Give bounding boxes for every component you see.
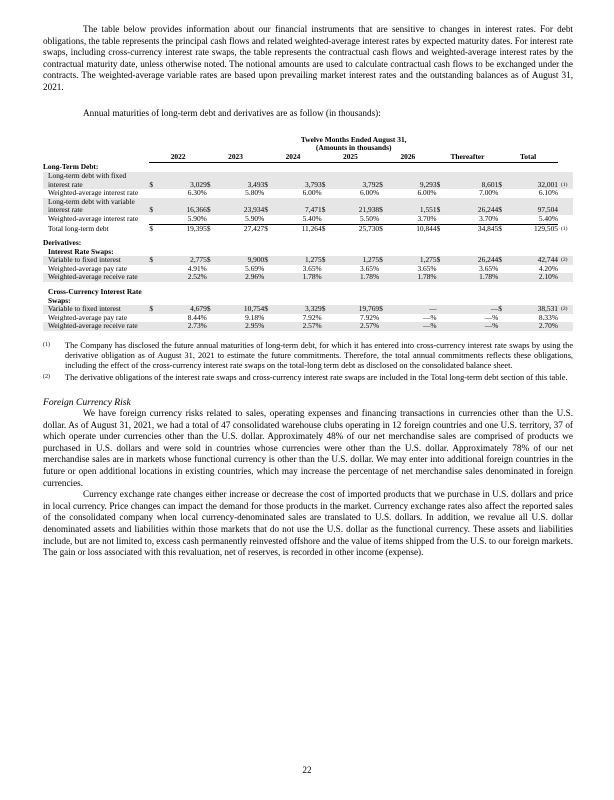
currency-symbol xyxy=(498,265,507,274)
currency-symbol: $ xyxy=(498,305,507,314)
table-cell: 9,293 xyxy=(388,172,437,189)
footnote-ref xyxy=(558,273,573,282)
footnote-2 xyxy=(43,373,573,383)
currency-symbol: $ xyxy=(207,305,216,314)
table-cell: 1.78% xyxy=(330,273,379,282)
table-cell: 6.30% xyxy=(187,188,207,198)
footnote-ref xyxy=(558,189,573,198)
table-cell: 1,275 xyxy=(273,256,322,265)
currency-symbol: $ xyxy=(437,198,446,215)
row-label: Weighted-average pay rate xyxy=(48,312,128,322)
table-cell: 3,329 xyxy=(273,305,322,314)
table-cell: 7.00% xyxy=(479,188,499,198)
currency-symbol: $ xyxy=(149,305,158,314)
currency-symbol xyxy=(379,322,388,331)
row-label: Total long-term debt xyxy=(48,223,109,233)
table-cell: 32,001 xyxy=(507,172,558,189)
currency-symbol: $ xyxy=(264,224,273,233)
currency-symbol: $ xyxy=(264,172,273,189)
table-cell: — xyxy=(445,305,498,314)
currency-symbol xyxy=(264,314,273,323)
table-cell: 5.69% xyxy=(245,263,265,273)
currency-symbol xyxy=(498,314,507,323)
table-cell: 2.52% xyxy=(158,273,207,282)
currency-symbol xyxy=(437,215,446,224)
currency-symbol xyxy=(322,322,331,331)
table-cell: 6.00% xyxy=(417,188,437,198)
footnote-ref: (2) xyxy=(558,256,573,265)
table-cell: 3,793 xyxy=(273,172,322,189)
table-row xyxy=(43,273,573,282)
currency-symbol xyxy=(149,273,158,282)
footnote-ref: (1) xyxy=(560,225,568,232)
footnote-1-marker: (1) xyxy=(43,342,50,349)
table-cell: 4.91% xyxy=(187,263,207,273)
currency-symbol: $ xyxy=(379,305,388,314)
currency-symbol xyxy=(149,215,158,224)
section-long-term-debt: Long-Term Debt: xyxy=(43,162,99,172)
table-cell: 25,730 xyxy=(330,224,379,233)
table-cell: 1.78% xyxy=(388,273,437,282)
table-cell: 6.00% xyxy=(360,188,380,198)
currency-symbol xyxy=(498,273,507,282)
currency-symbol xyxy=(379,273,388,282)
currency-symbol: $ xyxy=(322,172,331,189)
currency-symbol: $ xyxy=(264,198,273,215)
year-header-2022: 2022 xyxy=(149,153,206,163)
row-label: Weighted-average interest rate xyxy=(48,214,139,224)
year-header-total: Total xyxy=(498,153,558,163)
row-label: Variable to fixed interest xyxy=(43,305,149,314)
maturities-table xyxy=(43,136,573,331)
foreign-currency-paragraph-2: Currency exchange rate changes either increase or decrease the cost of imported products that we purchase in U.S. dollars and price in local currency. Price changes can impact the demand for those products in the market. Currency exchange rates also affect the reported sales of the consolidated company when local currency-denominated sales are translated to U.S. dollars. In addition, we revalue all U.S. dollar denominated assets and liabilities within those markets that do not use the U.S. dollar as the functional currency. These assets and liabilities include, but are not limited to, excess cash permanently reinvested offshore and the value of items shipped from the U.S. to our foreign markets. The gain or loss associated with this revaluation, net of reserves, is recorded in other income (expense). xyxy=(43,489,574,558)
currency-symbol xyxy=(207,215,216,224)
year-header-2026: 2026 xyxy=(379,153,436,163)
currency-symbol xyxy=(322,265,331,274)
currency-symbol xyxy=(149,314,158,323)
table-cell: 42,744 xyxy=(507,256,558,265)
row-label: Weighted-average receive rate xyxy=(43,322,149,331)
intro-paragraph: The table below provides information about our financial instruments that are sensitive to changes in interest rates. For debt obligations, the table represents the principal cash flows and related weighted-average interest rates by expected maturity dates. For interest rate swaps, including cross-currency interest rate swaps, the table represents the contractual cash flows and weighted-average interest rates by the contractual maturity date, unless otherwise noted. The notional amounts are used to calculate contractual cash flows to be exchanged under the contracts. The weighted-average variable rates are based upon prevailing market interest rates and the outstanding balances as of August 31, 2021. xyxy=(43,24,573,92)
currency-symbol xyxy=(149,322,158,331)
table-cell: 2.10% xyxy=(507,273,558,282)
table-cell: 3.65% xyxy=(360,263,380,273)
currency-symbol: $ xyxy=(379,172,388,189)
table-cell: 26,244 xyxy=(445,256,498,265)
table-cell: 3,029 xyxy=(158,172,207,189)
currency-symbol xyxy=(207,189,216,198)
currency-symbol xyxy=(379,189,388,198)
table-cell: 1,275 xyxy=(330,256,379,265)
currency-symbol xyxy=(437,189,446,198)
table-cell: 3.70% xyxy=(417,213,437,223)
currency-symbol: $ xyxy=(322,305,331,314)
section-derivatives: Derivatives: xyxy=(43,238,82,248)
table-cell: 3,792 xyxy=(330,172,379,189)
currency-symbol xyxy=(264,215,273,224)
table-cell: 8,601 xyxy=(445,172,498,189)
currency-symbol: $ xyxy=(149,172,158,189)
currency-symbol: $ xyxy=(498,198,507,215)
currency-symbol xyxy=(207,314,216,323)
table-row xyxy=(43,215,573,224)
page-number: 22 xyxy=(302,765,312,775)
currency-symbol: $ xyxy=(498,172,507,189)
foreign-currency-paragraph-1: We have foreign currency risks related to sales, operating expenses and financing transactions in currencies other than the U.S. dollar. As of August 31, 2021, we had a total of 47 consolidated warehouse clubs operating in 12 foreign countries and one U.S. territory, 37 of which operate under currencies other than the U.S. dollar. Approximately 48% of our net merchandise sales are comprised of products we purchased in U.S. dollars and were sold in countries whose currencies were other than the U.S. dollar. Approximately 78% of our net merchandise sales are in markets whose functional currency is other than the U.S. dollar. We may enter into additional foreign countries in the future or open additional locations in existing countries, which may increase the percentage of net merchandise sales denominated in foreign currencies. xyxy=(43,408,573,488)
year-header-2025: 2025 xyxy=(322,153,379,163)
table-cell: 21,938 xyxy=(330,198,379,215)
currency-symbol: $ xyxy=(322,198,331,215)
currency-symbol: $ xyxy=(207,198,216,215)
table-lead-in: Annual maturities of long-term debt and derivatives are as follow (in thousands): xyxy=(83,107,381,118)
currency-symbol: $ xyxy=(437,172,446,189)
currency-symbol xyxy=(498,189,507,198)
table-cell: 3,493 xyxy=(215,172,264,189)
currency-symbol xyxy=(498,322,507,331)
currency-symbol xyxy=(322,273,331,282)
table-cell: 1.78% xyxy=(273,273,322,282)
table-cell: 3.65% xyxy=(302,263,322,273)
table-cell: 5.50% xyxy=(360,213,380,223)
currency-symbol xyxy=(264,322,273,331)
table-cell: 97,504 xyxy=(507,198,558,215)
footnote-ref xyxy=(558,198,573,215)
currency-symbol xyxy=(322,215,331,224)
row-label: Long-term debt with fixed interest rate xyxy=(43,172,149,189)
table-row xyxy=(43,198,573,215)
table-cell: 9,900 xyxy=(215,256,264,265)
currency-symbol: $ xyxy=(149,224,158,233)
table-cell: 16,366 xyxy=(158,198,207,215)
currency-symbol: $ xyxy=(437,256,446,265)
currency-symbol: $ xyxy=(149,256,158,265)
footnote-2-text: The derivative obligations of the interest rate swaps and cross-currency interest rate swaps are included in the Total long-term debt section of this table. xyxy=(65,373,568,383)
table-cell: 2,775 xyxy=(158,256,207,265)
row-label: Weighted-average interest rate xyxy=(48,188,139,198)
table-cell: 10,844 xyxy=(388,224,437,233)
table-cell: 3.70% xyxy=(479,213,499,223)
currency-symbol xyxy=(264,273,273,282)
table-subtitle: (Amounts in thousands) xyxy=(315,143,392,153)
table-cell: 27,427 xyxy=(215,224,264,233)
currency-symbol xyxy=(379,215,388,224)
currency-symbol xyxy=(207,273,216,282)
currency-symbol xyxy=(498,215,507,224)
table-cell: 4.20% xyxy=(538,263,558,273)
table-cell: 19,395 xyxy=(158,224,207,233)
table-cell: 5.90% xyxy=(245,213,265,223)
currency-symbol xyxy=(264,189,273,198)
row-label: Weighted-average pay rate xyxy=(48,263,128,273)
currency-symbol: $ xyxy=(207,224,216,233)
year-header-2023: 2023 xyxy=(207,153,264,163)
currency-symbol: $ xyxy=(322,256,331,265)
table-cell: 2.57% xyxy=(273,322,322,331)
table-cell: 8.44% xyxy=(187,312,207,322)
footnote-1 xyxy=(43,341,573,371)
footnote-ref: (1) xyxy=(558,172,573,189)
currency-symbol xyxy=(322,314,331,323)
table-cell: — xyxy=(388,305,437,314)
currency-symbol xyxy=(379,265,388,274)
table-cell: 5.40% xyxy=(302,213,322,223)
table-cell: 1,275 xyxy=(388,256,437,265)
table-cell: 5.90% xyxy=(187,213,207,223)
footnote-1-text: The Company has disclosed the future annual maturities of long-term debt, for which it has entered into cross-currency interest rate swaps by using the derivative obligation as of August 31, 2021 to estimate the future commitments. Therefore, the total annual commitments reflects these obligations, including the effect of the cross-currency interest rate swaps on the total-long term debt as disclosed on the consolidated balance sheet. xyxy=(65,341,573,371)
document-page xyxy=(43,24,573,559)
table-cell: 10,754 xyxy=(215,305,264,314)
table-cell: 11,264 xyxy=(273,224,322,233)
table-cell: 6.10% xyxy=(538,188,558,198)
currency-symbol xyxy=(207,322,216,331)
table-cell: 23,934 xyxy=(215,198,264,215)
table-cell: 26,244 xyxy=(445,198,498,215)
table-cell: 7.92% xyxy=(360,312,380,322)
table-cell: 4,679 xyxy=(158,305,207,314)
currency-symbol xyxy=(322,189,331,198)
currency-symbol: $ xyxy=(379,256,388,265)
table-cell: 1,551 xyxy=(388,198,437,215)
currency-symbol xyxy=(437,322,446,331)
table-cell: 19,769 xyxy=(330,305,379,314)
table-cell: 3.65% xyxy=(417,263,437,273)
currency-symbol: $ xyxy=(437,224,446,233)
currency-symbol: $ xyxy=(379,198,388,215)
currency-symbol: $ xyxy=(498,224,507,233)
currency-symbol: $ xyxy=(498,256,507,265)
table-cell: 7,471 xyxy=(273,198,322,215)
long-term-debt-rows xyxy=(43,172,573,233)
table-cell: 8.33% xyxy=(538,312,558,322)
footnote-2-marker: (2) xyxy=(43,374,50,381)
table-cell: 1.78% xyxy=(445,273,498,282)
table-row xyxy=(43,172,573,189)
footnote-ref xyxy=(558,314,573,323)
table-cell: 9.18% xyxy=(245,312,265,322)
table-cell: 2.57% xyxy=(330,322,379,331)
section-interest-rate-swaps: Interest Rate Swaps: xyxy=(48,246,114,256)
table-title: Twelve Months Ended August 31, xyxy=(300,134,407,144)
currency-symbol xyxy=(149,265,158,274)
table-row xyxy=(43,322,573,331)
table-cell: 3.65% xyxy=(479,263,499,273)
currency-symbol xyxy=(437,305,446,314)
table-cell: —% xyxy=(445,322,498,331)
currency-symbol xyxy=(437,273,446,282)
year-header-2024: 2024 xyxy=(264,153,321,163)
footnote-ref xyxy=(558,322,573,331)
table-cell: 2.70% xyxy=(507,322,558,331)
currency-symbol: $ xyxy=(322,224,331,233)
currency-symbol xyxy=(437,265,446,274)
table-row xyxy=(43,224,573,233)
interest-rate-swap-rows xyxy=(43,256,573,282)
row-label: Variable to fixed interest xyxy=(43,256,149,265)
section-heading-foreign-currency-risk: Foreign Currency Risk xyxy=(43,397,131,409)
currency-symbol xyxy=(264,265,273,274)
table-cell: 2.95% xyxy=(215,322,264,331)
table-footnotes xyxy=(43,341,573,383)
currency-symbol: $ xyxy=(379,224,388,233)
table-cell: 6.00% xyxy=(302,188,322,198)
table-cell: —% xyxy=(484,312,499,322)
table-cell: 2.73% xyxy=(158,322,207,331)
currency-symbol: $ xyxy=(264,305,273,314)
table-cell: 129,505 xyxy=(507,224,558,233)
section-cross-currency-swaps: Cross-Currency Interest Rate Swaps: xyxy=(48,287,142,305)
footnote-ref xyxy=(558,265,573,274)
table-cell: —% xyxy=(388,322,437,331)
footnote-ref: (2) xyxy=(558,305,573,314)
currency-symbol xyxy=(149,189,158,198)
currency-symbol xyxy=(379,314,388,323)
row-label: Long-term debt with variable interest rate xyxy=(43,198,149,215)
table-cell: 5.40% xyxy=(538,213,558,223)
table-cell: 2.96% xyxy=(215,273,264,282)
currency-symbol xyxy=(207,265,216,274)
year-header-thereafter: Thereafter xyxy=(437,153,499,163)
table-cell: 38,531 xyxy=(507,305,558,314)
footnote-ref xyxy=(558,215,573,224)
row-label: Weighted-average receive rate xyxy=(43,273,149,282)
currency-symbol: $ xyxy=(207,256,216,265)
currency-symbol: $ xyxy=(264,256,273,265)
table-cell: —% xyxy=(423,312,437,322)
table-cell: 5.80% xyxy=(245,188,265,198)
currency-symbol: $ xyxy=(207,172,216,189)
currency-symbol: $ xyxy=(149,198,158,215)
cross-currency-swap-rows xyxy=(43,305,573,331)
table-cell: 7.92% xyxy=(302,312,322,322)
currency-symbol xyxy=(437,314,446,323)
table-cell: 34,845 xyxy=(445,224,498,233)
